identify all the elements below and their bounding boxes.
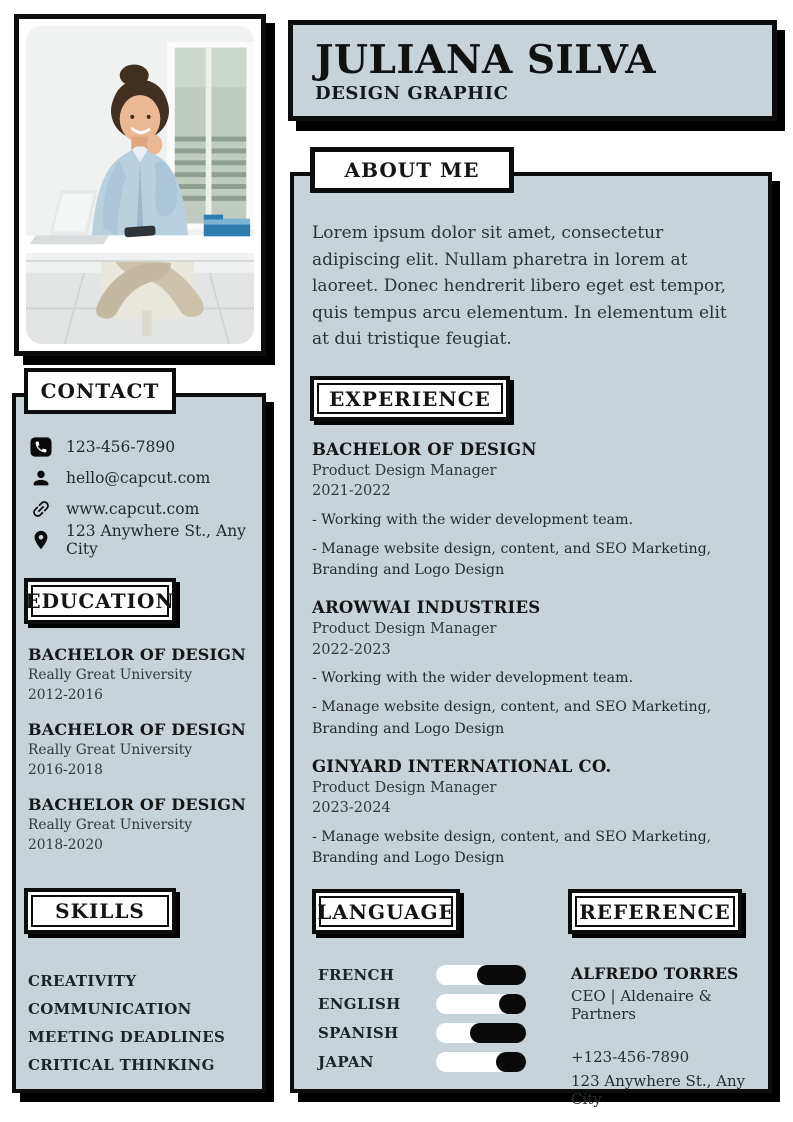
education-degree: BACHELOR OF DESIGN xyxy=(28,795,246,815)
experience-bullet: - Manage website design, content, and SEO Marketing, Branding and Logo Design xyxy=(312,699,712,737)
experience-company: BACHELOR OF DESIGN xyxy=(312,440,537,459)
experience-years: 2023-2024 xyxy=(312,800,391,817)
language-row xyxy=(318,965,556,985)
skills-section-label: SKILLS xyxy=(55,899,145,923)
contact-item-phone xyxy=(30,431,262,462)
contact-section-title xyxy=(24,368,176,414)
reference-name: ALFREDO TORRES xyxy=(571,964,739,983)
experience-position: Product Design Manager xyxy=(312,779,497,796)
contact-item-website xyxy=(30,493,262,524)
skills-list xyxy=(28,972,225,1084)
reference-section-label: REFERENCE xyxy=(579,899,731,924)
education-section-title xyxy=(24,578,176,624)
experience-entry xyxy=(312,440,742,581)
skill-item: MEETING DEADLINES xyxy=(28,1028,226,1046)
header xyxy=(288,20,777,121)
education-entry xyxy=(28,720,246,780)
person-role: DESIGN GRAPHIC xyxy=(315,82,509,104)
language-level-fill xyxy=(499,994,526,1014)
education-degree: BACHELOR OF DESIGN xyxy=(28,720,246,740)
language-row xyxy=(318,1052,556,1072)
language-name: SPANISH xyxy=(318,1024,399,1042)
education-entry xyxy=(28,795,246,855)
experience-company: GINYARD INTERNATIONAL CO. xyxy=(312,756,612,776)
contact-website: www.capcut.com xyxy=(66,499,200,518)
experience-position: Product Design Manager xyxy=(312,621,497,638)
education-years: 2012-2016 xyxy=(28,686,103,703)
left-panel xyxy=(12,393,266,1093)
language-name: ENGLISH xyxy=(318,995,401,1013)
experience-bullet: - Working with the wider development team. xyxy=(312,670,634,687)
language-level-bar xyxy=(436,965,526,985)
reference-block xyxy=(571,964,761,1108)
education-degree: BACHELOR OF DESIGN xyxy=(28,645,246,664)
language-level-fill xyxy=(477,965,527,985)
education-list xyxy=(28,645,246,870)
experience-section-title xyxy=(310,376,510,421)
skill-item: CRITICAL THINKING xyxy=(28,1056,215,1074)
experience-section-label: EXPERIENCE xyxy=(329,386,491,411)
language-level-bar xyxy=(436,994,526,1014)
language-level-bar xyxy=(436,1023,526,1043)
about-section-label: ABOUT ME xyxy=(344,158,480,182)
contact-address: 123 Anywhere St., Any City xyxy=(66,521,246,558)
person-icon xyxy=(30,467,52,489)
education-school: Really Great University xyxy=(28,742,193,759)
location-icon xyxy=(30,529,52,551)
education-school: Really Great University xyxy=(28,667,193,683)
language-name: JAPAN xyxy=(318,1053,374,1071)
profile-photo xyxy=(14,14,266,356)
contact-item-address xyxy=(30,521,262,558)
education-years: 2018-2020 xyxy=(28,836,103,853)
language-section-title xyxy=(312,889,460,934)
contact-phone: 123-456-7890 xyxy=(66,437,176,456)
link-icon xyxy=(30,498,52,520)
about-text: Lorem ipsum dolor sit amet, consectetur adipiscing elit. Nullam pharetra in lorem at laoreet. Donec hendrerit libero eget est tempor, quis tempus arcu elementum. In elementum elit at dui tristique feugiat. xyxy=(312,223,727,350)
reference-role: CEO | Aldenaire & Partners xyxy=(571,987,712,1023)
language-name: FRENCH xyxy=(318,966,395,984)
language-level-fill xyxy=(470,1023,526,1043)
profile-photo-illustration xyxy=(26,26,254,344)
skills-section-title xyxy=(24,888,176,934)
reference-phone: +123-456-7890 xyxy=(571,1048,690,1066)
education-entry xyxy=(28,645,246,705)
main-panel xyxy=(290,172,772,1108)
language-row xyxy=(318,1023,556,1043)
about-section-title xyxy=(310,147,514,193)
contact-item-email xyxy=(30,462,262,493)
experience-years: 2022-2023 xyxy=(312,641,391,658)
experience-bullet: - Manage website design, content, and SEO Marketing, Branding and Logo Design xyxy=(312,540,712,579)
language-row xyxy=(318,994,556,1014)
contact-section-label: CONTACT xyxy=(40,379,160,403)
reference-address: 123 Anywhere St., Any City xyxy=(571,1072,746,1108)
language-section-label: LANGUAGE xyxy=(317,899,455,924)
experience-entry xyxy=(312,598,742,739)
person-name: JULIANA SILVA xyxy=(315,37,657,83)
phone-icon xyxy=(30,436,52,458)
skill-item: COMMUNICATION xyxy=(28,1000,192,1018)
skill-item: CREATIVITY xyxy=(28,972,137,990)
education-years: 2016-2018 xyxy=(28,761,103,778)
reference-section-title xyxy=(568,889,742,934)
contact-email: hello@capcut.com xyxy=(66,468,211,487)
experience-entry xyxy=(312,757,742,869)
education-school: Really Great University xyxy=(28,817,193,834)
contact-list xyxy=(30,431,262,558)
language-level-fill xyxy=(496,1052,526,1072)
language-level-bar xyxy=(436,1052,526,1072)
experience-bullet: - Working with the wider development team. xyxy=(312,511,634,528)
experience-bullet: - Manage website design, content, and SEO Marketing, Branding and Logo Design xyxy=(312,828,712,866)
education-section-label: EDUCATION xyxy=(25,589,175,613)
experience-list xyxy=(312,440,742,886)
language-list xyxy=(318,965,556,1081)
experience-years: 2021-2022 xyxy=(312,483,391,500)
experience-position: Product Design Manager xyxy=(312,463,497,479)
experience-company: AROWWAI INDUSTRIES xyxy=(312,598,541,618)
